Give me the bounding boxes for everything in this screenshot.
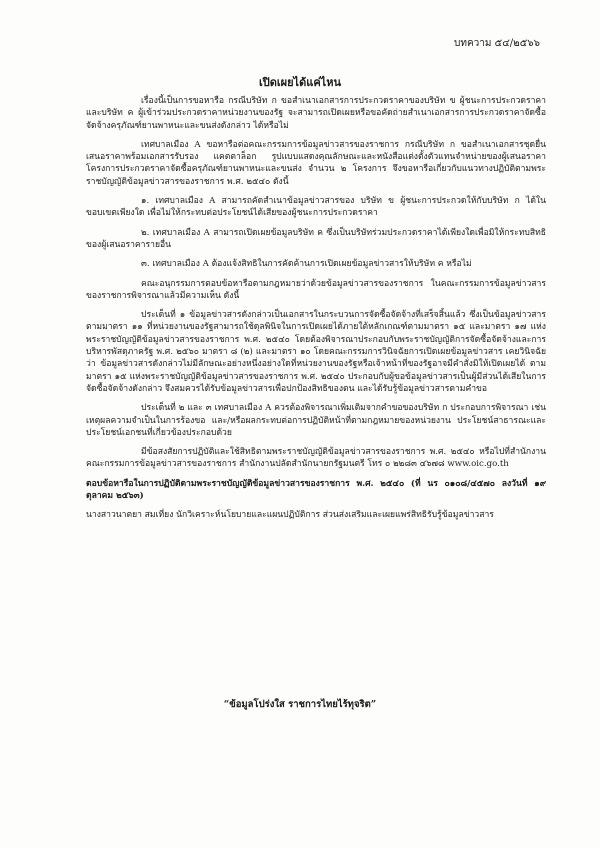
- intro-paragraph: เรื่องนี้เป็นการขอหารือ กรณีบริษัท ก ขอสำเนาเอกสารการประกวดราคาของบริษัท ข ผู้ชนะการประกวดราคา และบริษัท ค ผู้เข้าร่วมประกวดราคาหน่วยงานของรัฐ จะสามารถเปิดเผยหรือขอคัดถ่ายสำเนาเอกสารการประกวดราคาจัดซื้อจัดจ้างครุภัณฑ์ยานพาหนะและขนส่งดังกล่าว ได้หรือไม่: [86, 96, 546, 131]
- contact-paragraph: มีข้อสงสัยการปฏิบัติและใช้สิทธิตามพระราชบัญญัติข้อมูลข่าวสารของราชการ พ.ศ. ๒๕๔๐ หรือไปที่สำนักงานคณะกรรมการข้อมูลข่าวสารของราชการ สำนักงานปลัดสำนักนายกรัฐมนตรี โทร ๐ ๒๒๘๓ ๔๖๗๘ www.oic.go.th: [86, 447, 546, 470]
- reference-line: ตอบข้อหารือในการปฏิบัติตามพระราชบัญญัติข้อมูลข่าวสารของราชการ พ.ศ. ๒๕๔๐ (ที่ นร ๐๑๐๘/๔๕๗๐ ลงวันที่ ๑๙ ตุลาคม ๒๕๖๓): [86, 478, 546, 502]
- article-number: บทความ ๕๔/๒๕๖๖: [454, 38, 540, 49]
- document-body: [86, 95, 546, 529]
- opinion-issue-1: ประเด็นที่ ๑ ข้อมูลข่าวสารดังกล่าวเป็นเอกสารในกระบวนการจัดซื้อจัดจ้างที่เสร็จสิ้นแล้ว ซึ่งเป็นข้อมูลข่าวสารตามมาตรา ๑๑ ที่หน่วยงานของรัฐสามารถใช้ดุลพินิจในการเปิดเผยได้ภายใต้หลักเกณฑ์ตามมาตรา ๑๕ และมาตรา ๑๗ แห่งพระราชบัญญัติข้อมูลข่าวสารของราชการ พ.ศ. ๒๕๔๐ โดยต้องพิจารณาประกอบกับพระราชบัญญัติการจัดซื้อจัดจ้างและการบริหารพัสดุภาครัฐ พ.ศ. ๒๕๖๐ มาตรา ๘ (๒) และมาตรา ๑๐ โดยคณะกรรมการวินิจฉัยการเปิดเผยข้อมูลข่าวสาร เคยวินิจฉัยว่า ข้อมูลข่าวสารดังกล่าวไม่มีลักษณะอย่างหนึ่งอย่างใดที่หน่วยงานของรัฐหรือเจ้าหน้าที่ของรัฐอาจมีคำสั่งมิให้เปิดเผยได้ ตามมาตรา ๑๕ แห่งพระราชบัญญัติข้อมูลข่าวสารของราชการ พ.ศ. ๒๕๔๐ ประกอบกับผู้ขอข้อมูลข่าวสารเป็นผู้มีส่วนได้เสียในการจัดซื้อจัดจ้างดังกล่าว จึงสมควรได้รับข้อมูลข่าวสารเพื่อปกป้องสิทธิของตน และได้รับรู้ข้อมูลข่าวสารตามคำขอ: [86, 310, 546, 394]
- question-3: ๓. เทศบาลเมือง A ต้องแจ้งสิทธิในการคัดค้านการเปิดเผยข้อมูลข่าวสารให้บริษัท ค หรือไม่: [141, 259, 472, 270]
- opinion-issue-2-3: ประเด็นที่ ๒ และ ๓ เทศบาลเมือง A ควรต้องพิจารณาเพิ่มเติมจากคำขอของบริษัท ก ประกอบการพิจารณา เช่น เหตุผลความจำเป็นในการร้องขอ และ/หรือผลกระทบต่อการปฏิบัติหน้าที่ตามกฎหมายของหน่วยงาน ประโยชน์สาธารณะและประโยชน์เอกชนที่เกี่ยวข้องประกอบด้วย: [86, 403, 546, 438]
- author-line: นางสาวนาตยา สมเที่ยง นักวิเคราะห์นโยบายและแผนปฏิบัติการ ส่วนส่งเสริมและเผยแพร่สิทธิรับรู้ข้อมูลข่าวสาร: [86, 510, 494, 521]
- inquiry-paragraph: เทศบาลเมือง A ขอหารือต่อคณะกรรมการข้อมูลข่าวสารของราชการ กรณีบริษัท ก ขอสำเนาเอกสารชุดยื่นเสนอราคาพร้อมเอกสารรับรอง แคตตาล็อก รูปแบบแสดงคุณลักษณะและหนังสือแต่งตั้งตัวแทนจำหน่ายของผู้เสนอราคาโครงการประกวดราคาจัดซื้อครุภัณฑ์ยานพาหนะและขนส่ง จำนวน ๒ โครงการ จึงขอหารือเกี่ยวกับแนวทางปฏิบัติตามพระราชบัญญัติข้อมูลข่าวสารของราชการ พ.ศ. ๒๕๔๐ ดังนี้: [86, 139, 546, 187]
- question-1: ๑. เทศบาลเมือง A สามารถคัดสำเนาข้อมูลข่าวสารของ บริษัท ข ผู้ชนะการประกวดให้กับบริษัท ก ได้ในขอบเขตเพียงใด เพื่อไม่ให้กระทบต่อประโยชน์ได้เสียของผู้ชนะการประกวดราคา: [86, 196, 546, 219]
- document-title: เปิดเผยได้แค่ไหน: [259, 76, 341, 89]
- slogan: “ข้อมูลโปร่งใส ราชการไทยไร้ทุจริต”: [223, 699, 377, 710]
- question-2: ๒. เทศบาลเมือง A สามารถเปิดเผยข้อมูลบริษัท ค ซึ่งเป็นบริษัทร่วมประกวดราคาได้เพียงใดเพื่อมิให้กระทบสิทธิของผู้เสนอราคารายอื่น: [86, 227, 546, 250]
- committee-opinion-intro: คณะอนุกรรมการตอบข้อหารือตามกฎหมายว่าด้วยข้อมูลข่าวสารของราชการ ในคณะกรรมการข้อมูลข่าวสารของราชการพิจารณาแล้วมีความเห็น ดังนี้: [86, 278, 546, 301]
